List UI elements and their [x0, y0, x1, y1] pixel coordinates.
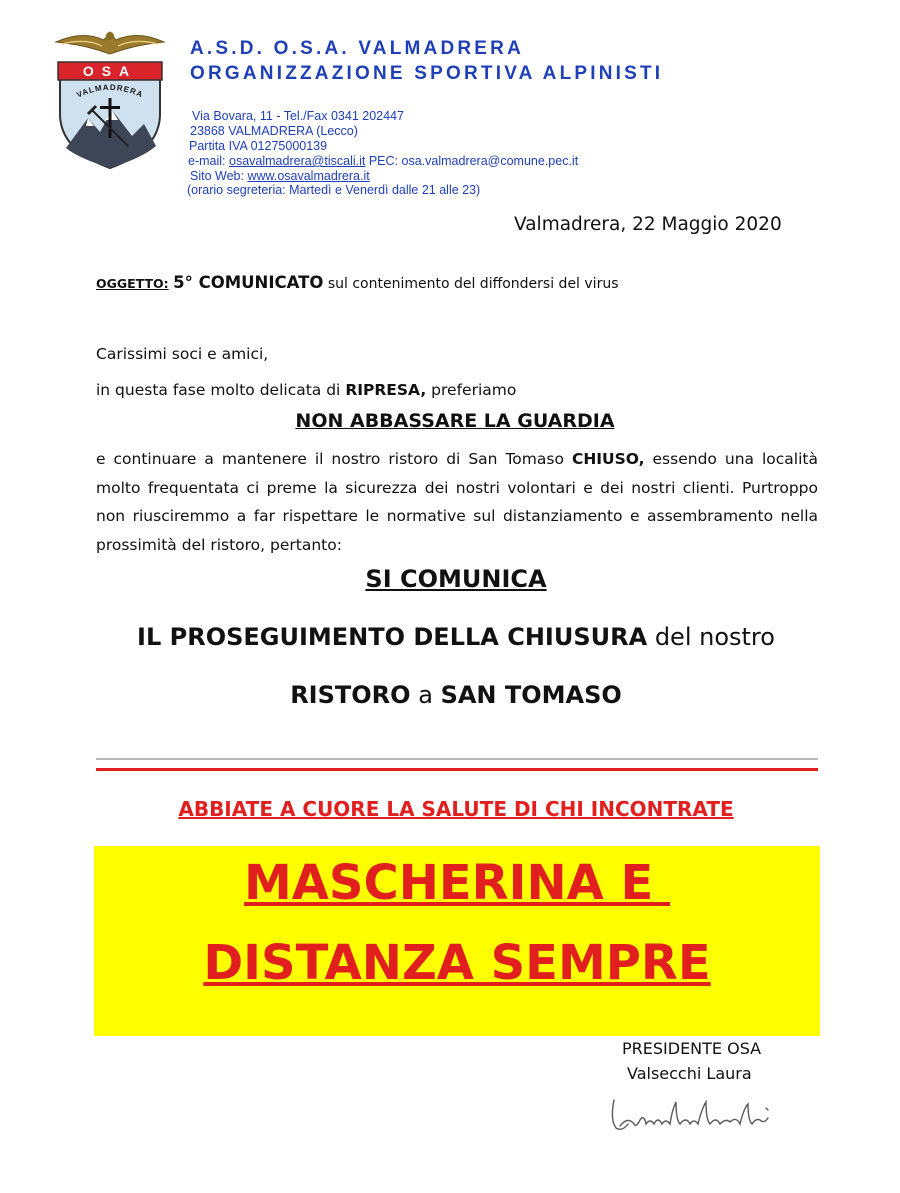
subject-text: sul contenimento del diffondersi del virus: [327, 276, 619, 292]
osa-logo: [52, 28, 168, 170]
website-label: Sito Web:: [190, 169, 244, 183]
signature-name: Valsecchi Laura: [627, 1064, 752, 1083]
closure-rest: del nostro: [654, 623, 775, 651]
handwritten-signature: [606, 1090, 781, 1138]
mask-banner-line2: DISTANZA SEMPRE: [203, 935, 711, 991]
body-text-rest: essendo una località molto frequentata ci preme la sicurezza dei nostri volontari e dei nostri clienti. Purtroppo non riusciremmo a far rispettare le normative sul distanziamento e assembramento nella prossimità del ristoro, pertanto:: [96, 450, 818, 554]
health-warning: ABBIATE A CUORE LA SALUTE DI CHI INCONTRATE: [178, 797, 734, 821]
mask-banner-line1: MASCHERINA E: [243, 855, 671, 911]
subject-line: [96, 273, 619, 292]
location-ristoro: RISTORO: [290, 681, 411, 709]
letter-date: Valmadrera, 22 Maggio 2020: [514, 214, 782, 235]
contact-line: [188, 154, 578, 169]
location-name: SAN TOMASO: [440, 681, 622, 709]
org-subtitle: ORGANIZZAZIONE SPORTIVA ALPINISTI: [190, 63, 664, 84]
email-link[interactable]: osavalmadrera@tiscali.it: [229, 154, 366, 168]
website-line: [190, 169, 370, 184]
announcement-heading: SI COMUNICA: [365, 565, 547, 593]
intro-text-end: preferiamo: [431, 381, 517, 399]
body-text-start: e continuare a mantenere il nostro ristoro di San Tomaso: [96, 450, 564, 468]
body-paragraph: [96, 445, 818, 559]
email-label: e-mail:: [188, 154, 226, 168]
guard-heading: NON ABBASSARE LA GUARDIA: [295, 410, 615, 432]
body-highlight: CHIUSO,: [571, 450, 645, 468]
vat-line: Partita IVA 01275000139: [189, 139, 328, 153]
org-name: A.S.D. O.S.A. VALMADRERA: [190, 38, 525, 59]
city-line: 23868 VALMADRERA (Lecco): [190, 124, 358, 138]
greeting: Carissimi soci e amici,: [96, 345, 269, 363]
office-hours: (orario segreteria: Martedì e Venerdì dalle 21 alle 23): [187, 183, 481, 197]
location-connector: a: [418, 681, 433, 709]
intro-paragraph: [96, 381, 516, 399]
address-line: Via Bovara, 11 - Tel./Fax 0341 202447: [192, 109, 404, 123]
pec-address: osa.valmadrera@comune.pec.it: [401, 154, 579, 168]
divider-gray: [96, 758, 818, 760]
intro-text: in questa fase molto delicata di: [96, 381, 341, 399]
website-link[interactable]: www.osavalmadrera.it: [247, 169, 370, 183]
subject-label: OGGETTO:: [96, 276, 169, 291]
pec-label: PEC:: [368, 154, 399, 168]
intro-highlight: RIPRESA,: [345, 381, 427, 399]
subject-title: 5° COMUNICATO: [173, 273, 324, 292]
svg-text:VALMADRERA: VALMADRERA: [75, 82, 145, 100]
closure-bold: IL PROSEGUIMENTO DELLA CHIUSURA: [137, 623, 648, 651]
svg-text:OSA: OSA: [82, 63, 138, 79]
location-statement: [0, 681, 900, 709]
divider-red: [96, 768, 818, 771]
signature-role: PRESIDENTE OSA: [622, 1039, 762, 1058]
closure-statement: [0, 623, 900, 651]
